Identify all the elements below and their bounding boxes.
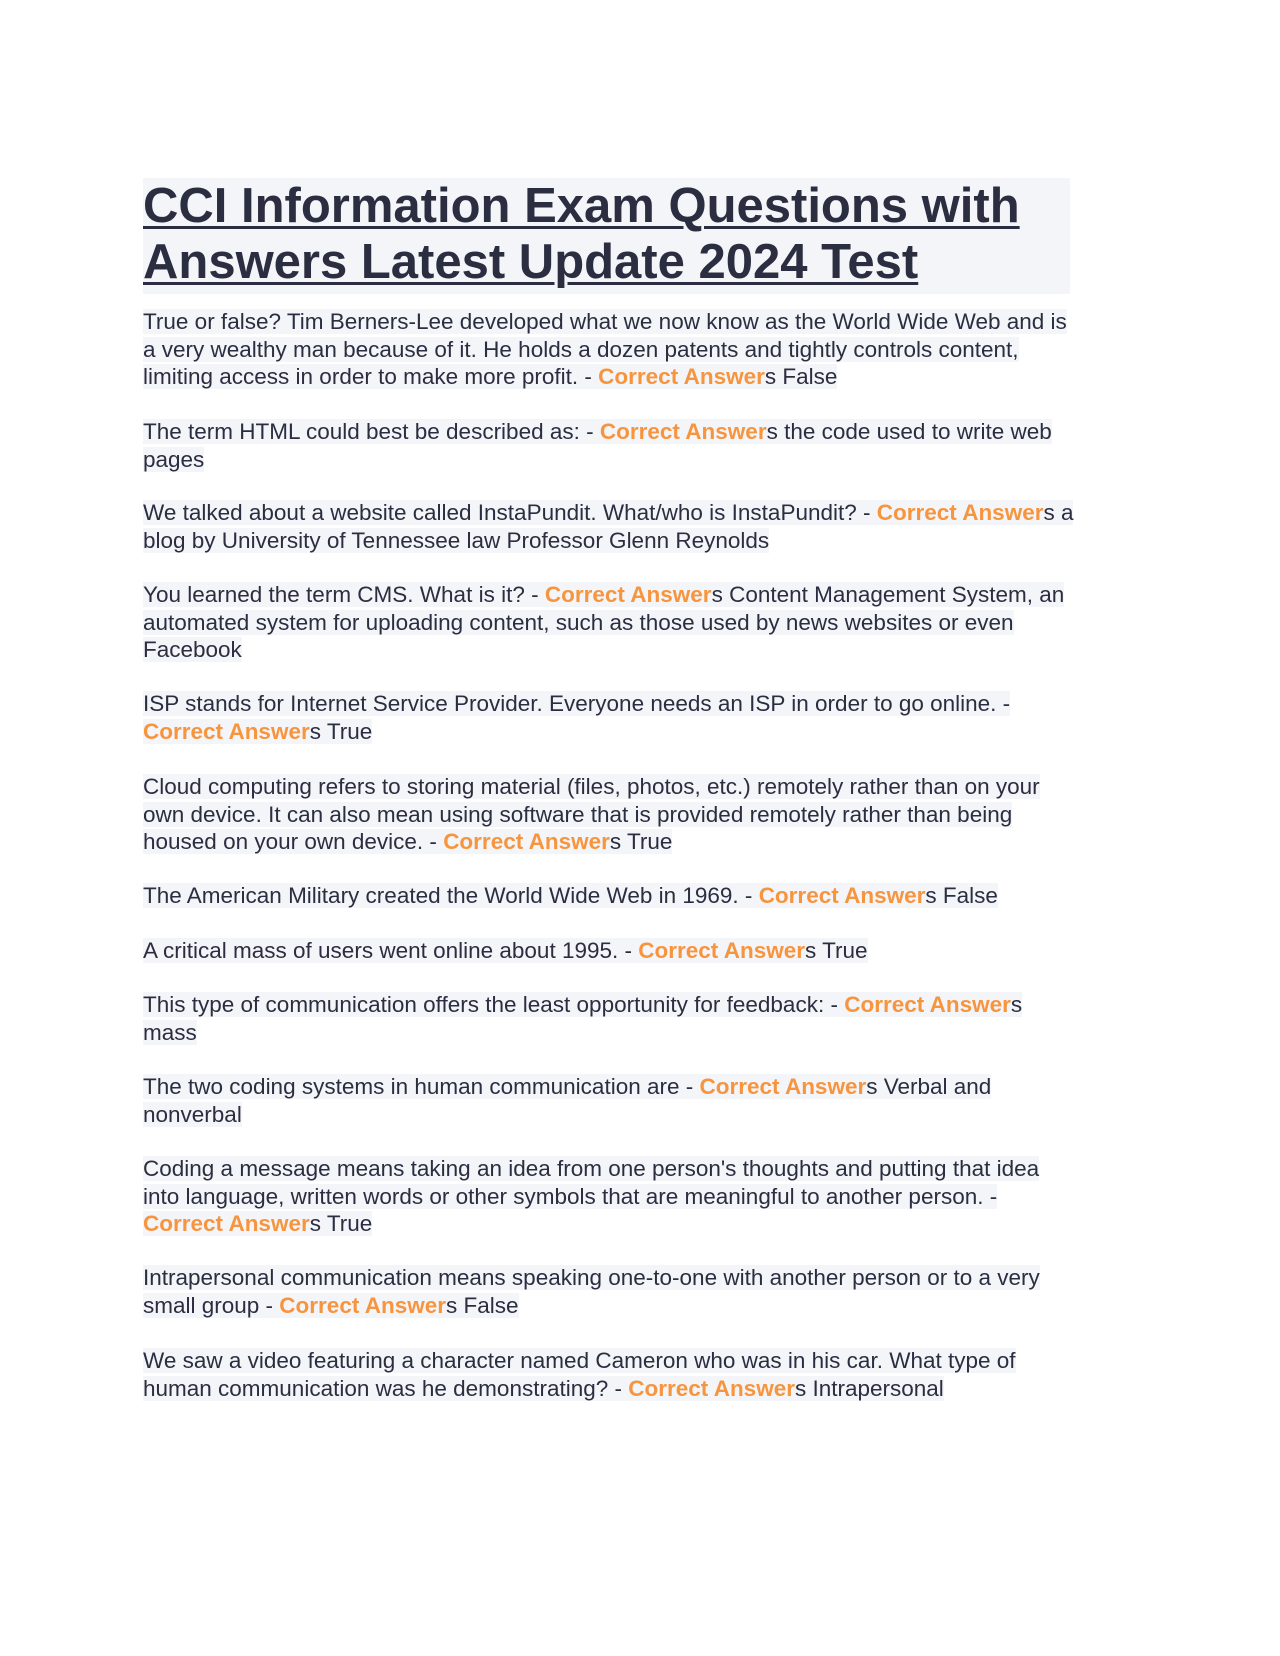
question-item (143, 581, 1078, 664)
question-highlight (143, 1074, 991, 1127)
answer-text: s a blog by University of Tennessee law Professor Glenn Reynolds (143, 500, 1074, 553)
question-item (143, 1347, 1078, 1402)
question-item (143, 499, 1078, 554)
question-item (143, 991, 1078, 1046)
question-text: We saw a video featuring a character named Cameron who was in his car. What type of human communication was he demonstrating? - (143, 1348, 1016, 1401)
question-highlight (143, 500, 1073, 553)
answer-text: s Content Management System, an automated system for uploading content, such as those used by news websites or even Facebook (143, 582, 1065, 662)
question-text: We talked about a website called InstaPundit. What/who is InstaPundit? - (143, 500, 877, 525)
question-item (143, 308, 1078, 391)
question-highlight (143, 992, 1022, 1045)
question-item (143, 882, 1078, 910)
correct-answer-label: Correct Answer (443, 829, 610, 854)
question-text: Coding a message means taking an idea from one person's thoughts and putting that idea into language, written words or other symbols that are meaningful to another person. - (143, 1156, 1040, 1209)
question-highlight (143, 774, 1040, 854)
correct-answer-label: Correct Answer (598, 364, 765, 389)
correct-answer-label: Correct Answer (758, 883, 926, 908)
question-text: This type of communication offers the least opportunity for feedback: - (143, 992, 845, 1017)
question-text: You learned the term CMS. What is it? - (143, 582, 545, 607)
answer-text: s True (309, 718, 373, 744)
answer-text: s False (925, 883, 998, 908)
correct-answer-label: Correct Answer (544, 582, 712, 607)
question-text: True or false? Tim Berners-Lee developed what we now know as the World Wide Web and is a very wealthy man because of it. He holds a dozen patents and tightly controls content, limiting access in order to make more profit. - (143, 309, 1067, 389)
question-text: ISP stands for Internet Service Provider. Everyone needs an ISP in order to go online. - (143, 691, 1011, 716)
correct-answer-label: Correct Answer (599, 419, 767, 444)
question-item (143, 690, 1078, 745)
answer-text: s True (309, 1211, 373, 1236)
question-text: Cloud computing refers to storing material (files, photos, etc.) remotely rather than on your own device. It can also mean using software that is provided remotely rather than being housed on your own device. - (143, 774, 1040, 854)
question-text: The American Military created the World Wide Web in 1969. - (143, 883, 759, 908)
correct-answer-label: Correct Answer (143, 1211, 310, 1236)
answer-text: s False (446, 1292, 519, 1318)
correct-answer-label: Correct Answer (279, 1292, 447, 1318)
question-highlight (143, 1156, 1039, 1236)
answer-text: s True (609, 829, 673, 854)
question-item (143, 773, 1078, 856)
question-item (143, 1264, 1078, 1319)
question-highlight (143, 938, 868, 963)
correct-answer-label: Correct Answer (638, 938, 805, 963)
answer-text: s Verbal and nonverbal (143, 1074, 992, 1127)
answer-text: s True (804, 938, 868, 963)
question-text: Intrapersonal communication means speaking one-to-one with another person or to a very small group - (143, 1265, 1040, 1318)
question-highlight (143, 419, 1052, 472)
correct-answer-label: Correct Answer (143, 718, 310, 744)
answer-text: s Intrapersonal (794, 1375, 944, 1401)
correct-answer-label: Correct Answer (876, 500, 1044, 525)
question-text: The term HTML could best be described as: - (143, 419, 600, 444)
correct-answer-label: Correct Answer (844, 992, 1011, 1017)
question-highlight (143, 309, 1067, 389)
answer-text: s False (764, 364, 838, 389)
question-highlight (143, 883, 998, 908)
correct-answer-label: Correct Answer (699, 1074, 867, 1099)
question-highlight (143, 1348, 1016, 1401)
question-item (143, 1073, 1078, 1128)
document-title: CCI Information Exam Questions with Answers Latest Update 2024 Test (143, 178, 1070, 294)
question-item (143, 418, 1078, 473)
correct-answer-label: Correct Answer (628, 1375, 795, 1401)
question-item (143, 937, 1078, 965)
question-highlight (143, 1265, 1040, 1318)
answer-text: s the code used to write web pages (143, 419, 1052, 472)
question-highlight (143, 691, 1010, 744)
question-item (143, 1155, 1078, 1238)
answer-text: s mass (143, 992, 1023, 1045)
question-highlight (143, 582, 1064, 662)
question-text: A critical mass of users went online about 1995. - (143, 938, 639, 963)
question-text: The two coding systems in human communication are - (143, 1074, 700, 1099)
